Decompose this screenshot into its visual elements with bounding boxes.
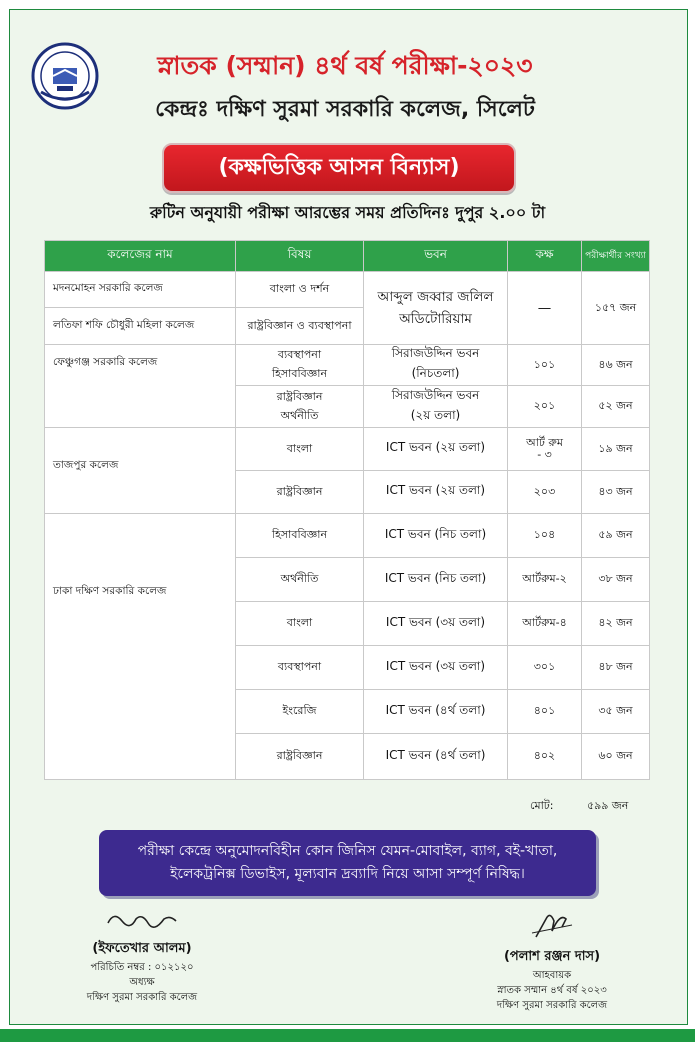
seat-plan-table <box>44 240 650 780</box>
subject-cell: ইংরেজি <box>236 690 364 734</box>
count-cell: ৪৮ জন <box>582 646 650 690</box>
total-value: ৫৯৯ জন <box>587 799 629 812</box>
table-row <box>45 428 650 471</box>
room-cell: ৪০১ <box>508 690 582 734</box>
room-cell: ৩০১ <box>508 646 582 690</box>
subject-cell: ব্যবস্থাপনা <box>236 646 364 690</box>
table-header-row <box>45 241 650 272</box>
building-cell: ICT ভবন (নিচ তলা) <box>364 514 508 558</box>
principal-signature-block <box>42 905 242 1005</box>
room-cell: ২০১ <box>508 386 582 428</box>
subject-cell: রাষ্ট্রবিজ্ঞান ও ব্যবস্থাপনা <box>236 308 364 345</box>
building-cell: ICT ভবন (৩য় তলা) <box>364 602 508 646</box>
count-cell: ৬০ জন <box>582 734 650 780</box>
subject-cell: ব্যবস্থাপনা হিসাববিজ্ঞান <box>236 345 364 386</box>
college-cell: ঢাকা দক্ষিণ সরকারি কলেজ <box>45 514 236 780</box>
college-cell: লতিফা শফি চৌধুরী মহিলা কলেজ <box>45 308 236 345</box>
room-cell: ১০৪ <box>508 514 582 558</box>
count-cell: ৪৬ জন <box>582 345 650 386</box>
header-count: পরীক্ষার্থীর সংখ্যা <box>582 241 650 272</box>
subject-cell: বাংলা <box>236 602 364 646</box>
count-cell: ৪২ জন <box>582 602 650 646</box>
notice-line-1: পরীক্ষা কেন্দ্রে অনুমোদনবিহীন কোন জিনিস যেমন-মোবাইল, ব্যাগ, বই-খাতা, <box>137 843 558 859</box>
subject-cell: রাষ্ট্রবিজ্ঞান অর্থনীতি <box>236 386 364 428</box>
exam-title: স্নাতক (সম্মান) ৪র্থ বর্ষ পরীক্ষা-২০২৩ <box>157 51 533 80</box>
table-row <box>45 514 650 558</box>
count-cell: ৫২ জন <box>582 386 650 428</box>
notice-line-2: ইলেকট্রনিক্স ডিভাইস, মূল্যবান দ্রব্যাদি নিয়ে আসা সম্পূর্ণ নিষিদ্ধ। <box>170 866 525 882</box>
room-cell: আর্ট রুম - ৩ <box>508 428 582 471</box>
header-building: ভবন <box>364 241 508 272</box>
principal-name: (ইফতেখার আলম) <box>92 941 192 956</box>
seat-plan-banner: (কক্ষভিত্তিক আসন বিন্যাস) <box>162 143 516 193</box>
signature-icon <box>102 905 182 935</box>
count-cell: ৩৮ জন <box>582 558 650 602</box>
exam-center: কেন্দ্রঃ দক্ষিণ সুরমা সরকারি কলেজ, সিলেট <box>155 97 535 122</box>
college-cell: ফেঞ্চুগঞ্জ সরকারি কলেজ <box>45 345 236 428</box>
subject-cell: বাংলা <box>236 428 364 471</box>
subject-cell: রাষ্ট্রবিজ্ঞান <box>236 471 364 514</box>
convener-college: দক্ষিণ সুরমা সরকারি কলেজ <box>496 1000 608 1011</box>
convener-name: (পলাশ রঞ্জন দাস) <box>503 949 601 964</box>
building-cell: ICT ভবন (২য় তলা) <box>364 471 508 514</box>
count-cell: ৪৩ জন <box>582 471 650 514</box>
header-college: কলেজের নাম <box>45 241 236 272</box>
building-cell: ICT ভবন (৪র্থ তলা) <box>364 734 508 780</box>
signature-icon <box>522 905 582 943</box>
exam-time-line: রুটিন অনুযায়ী পরীক্ষা আরম্ভের সময় প্রতিদিনঃ দুপুর ২.০০ টা <box>149 203 546 222</box>
subject-cell: অর্থনীতি <box>236 558 364 602</box>
count-cell: ৩৫ জন <box>582 690 650 734</box>
building-cell: ICT ভবন (২য় তলা) <box>364 428 508 471</box>
bottom-bar <box>0 1029 695 1042</box>
building-cell: আব্দুল জব্বার জলিল অডিটোরিয়াম <box>364 272 508 345</box>
subject-cell: হিসাববিজ্ঞান <box>236 514 364 558</box>
building-cell: সিরাজউদ্দিন ভবন (নিচতলা) <box>364 345 508 386</box>
room-cell: আর্টরুম-২ <box>508 558 582 602</box>
college-cell: তাজপুর কলেজ <box>45 428 236 514</box>
building-cell: ICT ভবন (৩য় তলা) <box>364 646 508 690</box>
building-cell: ICT ভবন (নিচ তলা) <box>364 558 508 602</box>
room-cell: ৪০২ <box>508 734 582 780</box>
college-logo <box>31 42 99 110</box>
building-cell: সিরাজউদ্দিন ভবন (২য় তলা) <box>364 386 508 428</box>
table-row <box>45 345 650 386</box>
table-row <box>45 272 650 308</box>
header-room: কক্ষ <box>508 241 582 272</box>
room-cell: — <box>508 272 582 345</box>
principal-title: অধ্যক্ষ <box>129 977 155 988</box>
convener-exam: স্নাতক সম্মান ৪র্থ বর্ষ ২০২৩ <box>497 985 607 996</box>
count-cell: ১৯ জন <box>582 428 650 471</box>
principal-college: দক্ষিণ সুরমা সরকারি কলেজ <box>86 992 198 1003</box>
convener-signature-block <box>452 905 652 1013</box>
total-label: মোট: <box>530 799 554 812</box>
building-cell: ICT ভবন (৪র্থ তলা) <box>364 690 508 734</box>
header-subject: বিষয় <box>236 241 364 272</box>
room-cell: ১০১ <box>508 345 582 386</box>
count-cell: ১৫৭ জন <box>582 272 650 345</box>
subject-cell: বাংলা ও দর্শন <box>236 272 364 308</box>
convener-role: আহবায়ক <box>532 970 572 981</box>
principal-id: পরিচিতি নম্বর : ০১২১২০ <box>90 962 194 973</box>
room-cell: ২০৩ <box>508 471 582 514</box>
room-cell: আর্টরুম-৪ <box>508 602 582 646</box>
subject-cell: রাষ্ট্রবিজ্ঞান <box>236 734 364 780</box>
college-cell: মদনমোহন সরকারি কলেজ <box>45 272 236 308</box>
prohibition-notice <box>99 830 596 896</box>
count-cell: ৫৯ জন <box>582 514 650 558</box>
